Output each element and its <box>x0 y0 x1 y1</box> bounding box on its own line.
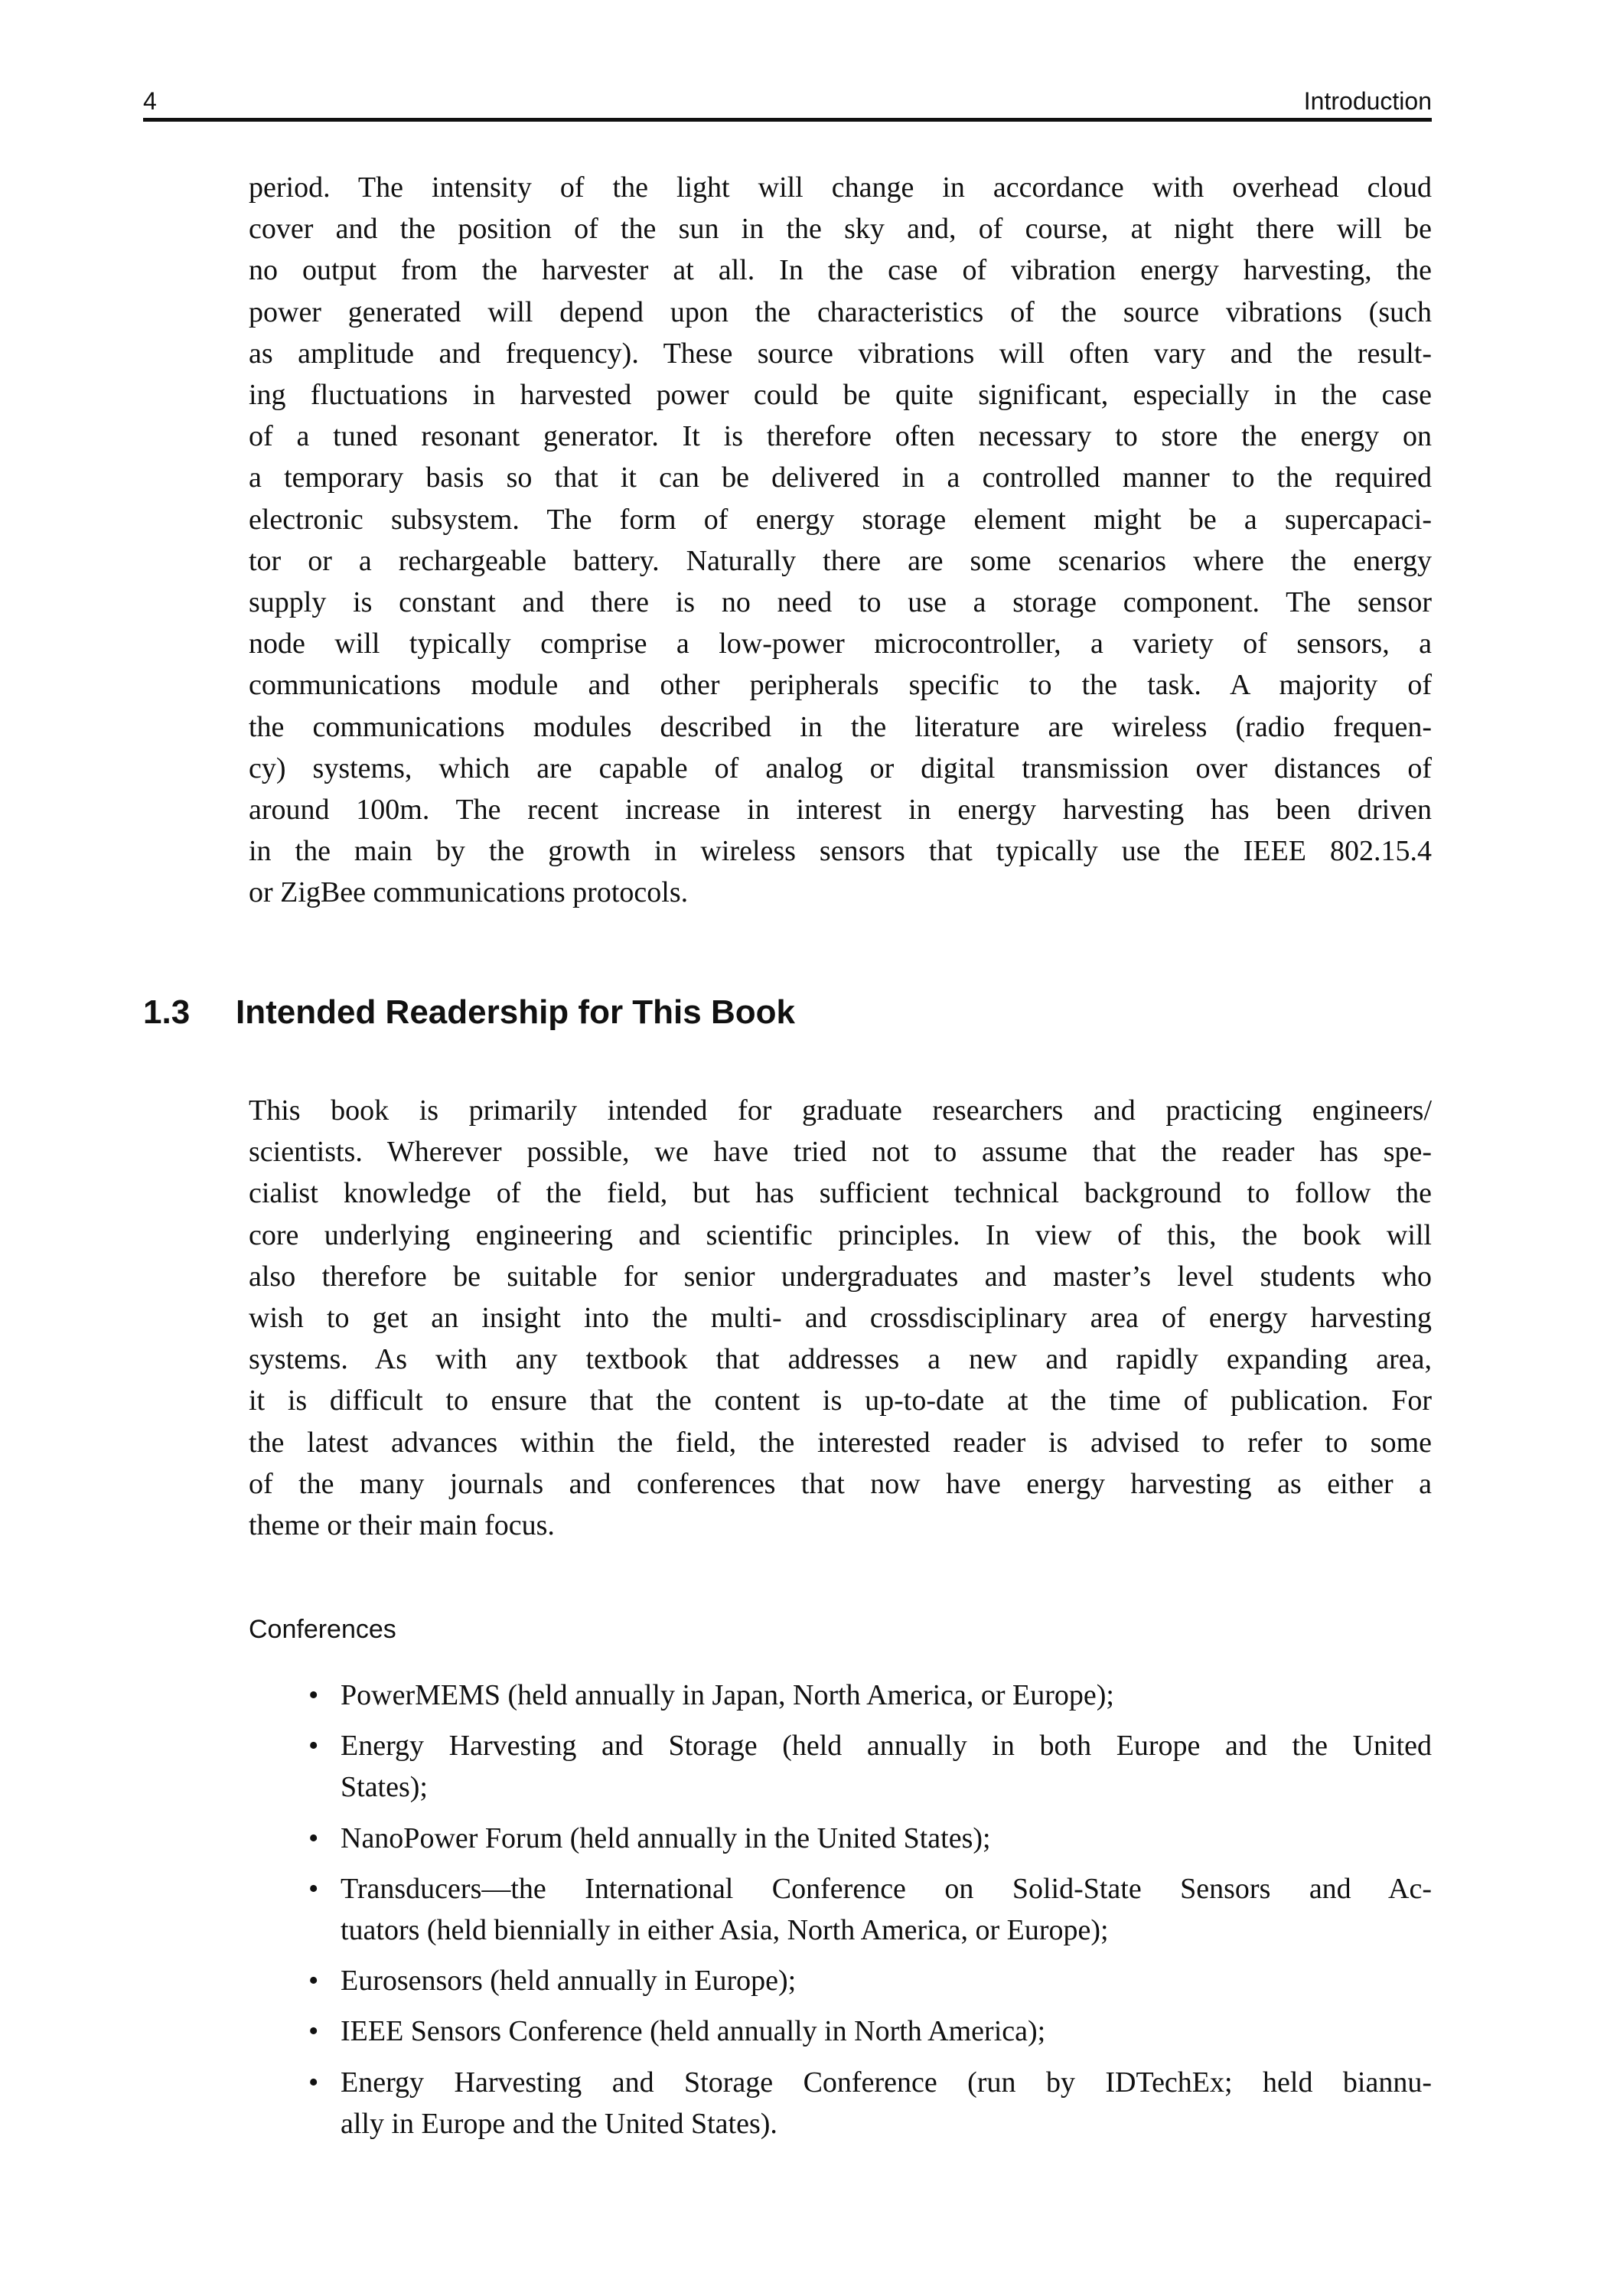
text-line: power generated will depend upon the characteristics of the source vibrations (such <box>249 295 1432 328</box>
bullet-icon: • <box>308 1965 319 1998</box>
bullet-icon: • <box>308 2015 319 2048</box>
text-line: theme or their main focus. <box>249 1509 555 1542</box>
list-item <box>249 2011 1432 2052</box>
list-item <box>249 1960 1432 2001</box>
list-item-text: IEEE Sensors Conference (held annually in North America); <box>341 2015 1046 2048</box>
list-item-text: Eurosensors (held annually in Europe); <box>341 1965 797 1998</box>
text-line: tor or a rechargeable battery. Naturally there are some scenarios where the energy <box>249 544 1432 577</box>
list-item <box>249 1868 1432 1951</box>
list-item <box>249 2062 1432 2144</box>
chapter-title: Introduction <box>1303 87 1432 115</box>
list-item-text: Energy Harvesting and Storage (held annually in both Europe and the United <box>341 1730 1432 1763</box>
text-line: or ZigBee communications protocols. <box>249 876 689 909</box>
list-item-text: tuators (held biennially in either Asia, North America, or Europe); <box>341 1914 1109 1947</box>
text-line: scientists. Wherever possible, we have tried not to assume that the reader has spe- <box>249 1136 1432 1169</box>
text-line: as amplitude and frequency). These source vibrations will often vary and the result- <box>249 337 1432 370</box>
running-header <box>143 86 1432 122</box>
text-line: it is difficult to ensure that the content is up-to-date at the time of publication. For <box>249 1384 1432 1417</box>
text-line: around 100m. The recent increase in interest in energy harvesting has been driven <box>249 794 1432 827</box>
text-line: This book is primarily intended for graduate researchers and practicing engineers/ <box>249 1094 1432 1127</box>
conferences-list <box>249 1675 1432 2154</box>
page-number: 4 <box>143 87 157 115</box>
list-item-text: States); <box>341 1771 428 1804</box>
list-item-text: PowerMEMS (held annually in Japan, North America, or Europe); <box>341 1679 1114 1711</box>
list-item <box>249 1725 1432 1808</box>
bullet-icon: • <box>308 1679 319 1711</box>
text-line: supply is constant and there is no need to use a storage component. The sensor <box>249 586 1432 619</box>
text-line: cialist knowledge of the field, but has sufficient technical background to follow the <box>249 1177 1432 1210</box>
text-line: core underlying engineering and scientific principles. In view of this, the book will <box>249 1218 1432 1251</box>
text-line: cover and the position of the sun in the sky and, of course, at night there will be <box>249 213 1432 246</box>
text-line: period. The intensity of the light will change in accordance with overhead cloud <box>249 171 1432 204</box>
bullet-icon: • <box>308 2066 319 2099</box>
list-item-text: Transducers—the International Conference on Solid-State Sensors and Ac- <box>341 1872 1432 1905</box>
text-line: wish to get an insight into the multi- and crossdisciplinary area of energy harvesting <box>249 1302 1432 1335</box>
list-item-text: Energy Harvesting and Storage Conference (run by IDTechEx; held biannu- <box>341 2066 1432 2099</box>
list-item-text: ally in Europe and the United States). <box>341 2107 777 2140</box>
text-line: of the many journals and conferences that now have energy harvesting as either a <box>249 1467 1432 1500</box>
conferences-heading: Conferences <box>249 1615 396 1644</box>
text-line: communications module and other peripherals specific to the task. A majority of <box>249 669 1432 702</box>
bullet-icon: • <box>308 1872 319 1905</box>
text-line: electronic subsystem. The form of energy storage element might be a supercapaci- <box>249 503 1432 536</box>
section-number: 1.3 <box>143 993 191 1031</box>
text-line: ing fluctuations in harvested power could be quite significant, especially in the case <box>249 379 1432 412</box>
section-title: Intended Readership for This Book <box>236 993 795 1031</box>
text-line: cy) systems, which are capable of analog or digital transmission over distances of <box>249 752 1432 784</box>
bullet-icon: • <box>308 1730 319 1763</box>
text-line: systems. As with any textbook that addresses a new and rapidly expanding area, <box>249 1343 1432 1376</box>
text-line: a temporary basis so that it can be delivered in a controlled manner to the required <box>249 461 1432 494</box>
list-item-text: NanoPower Forum (held annually in the United States); <box>341 1821 991 1854</box>
text-line: node will typically comprise a low-power microcontroller, a variety of sensors, a <box>249 628 1432 660</box>
text-line: in the main by the growth in wireless sensors that typically use the IEEE 802.15.4 <box>249 835 1432 868</box>
text-line: of a tuned resonant generator. It is therefore often necessary to store the energy on <box>249 420 1432 453</box>
text-line: also therefore be suitable for senior undergraduates and master’s level students who <box>249 1260 1432 1293</box>
list-item <box>249 1675 1432 1716</box>
section-heading <box>143 993 795 1032</box>
text-line: the communications modules described in the literature are wireless (radio frequen- <box>249 710 1432 743</box>
list-item <box>249 1818 1432 1859</box>
text-line: no output from the harvester at all. In the case of vibration energy harvesting, the <box>249 254 1432 287</box>
bullet-icon: • <box>308 1821 319 1854</box>
text-line: the latest advances within the field, the interested reader is advised to refer to some <box>249 1426 1432 1459</box>
paragraph-storage <box>249 167 1432 914</box>
paragraph-readership <box>249 1090 1432 1546</box>
